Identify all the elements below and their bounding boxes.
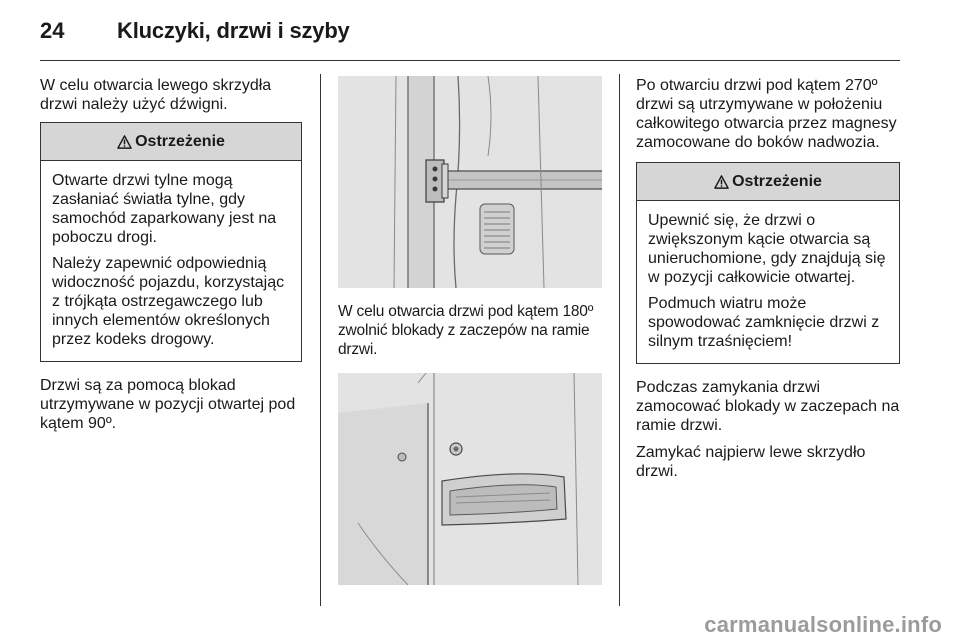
door-handle-illustration bbox=[338, 373, 602, 585]
intro-paragraph: W celu otwarcia lewego skrzydła drzwi należy użyć dźwigni. bbox=[40, 77, 272, 113]
figure-caption: W celu otwarcia drzwi pod kątem 180º zwolnić blokady z zaczepów na ramie drzwi. bbox=[338, 303, 594, 358]
column-right bbox=[636, 76, 900, 481]
column-divider-right bbox=[619, 74, 620, 606]
page-number: 24 bbox=[40, 18, 65, 43]
page-header bbox=[40, 14, 900, 61]
column-middle bbox=[338, 76, 602, 585]
warning-paragraph: Podmuch wiatru może spowodować zamknięcie drzwi z silnym trzaśnięciem! bbox=[648, 295, 880, 350]
warning-paragraph: Upewnić się, że drzwi o zwiększonym kącie otwarcia są unieruchomione, gdy znajdują się w pozycji całkowicie otwartej. bbox=[648, 212, 886, 286]
intro-paragraph: Po otwarciu drzwi pod kątem 270º drzwi są utrzymywane w położeniu całkowitego otwarcia przez magnesy zamocowane do boków nadwozia. bbox=[636, 77, 897, 151]
warning-header bbox=[41, 123, 301, 161]
column-divider-left bbox=[320, 74, 321, 606]
warning-header bbox=[637, 163, 899, 201]
warning-body bbox=[41, 161, 301, 361]
watermark: carmanualsonline.info bbox=[704, 612, 942, 637]
door-check-strap-illustration bbox=[338, 76, 602, 288]
warning-body bbox=[637, 201, 899, 363]
page-title: Kluczyki, drzwi i szyby bbox=[117, 18, 350, 43]
warning-triangle-icon bbox=[714, 175, 729, 189]
warning-triangle-icon bbox=[117, 135, 132, 149]
warning-paragraph: Należy zapewnić odpowiednią widoczność pojazdu, korzystając z trójkąta ostrzegawczego lub innych elementów określonych przez kodeks drogowy. bbox=[52, 255, 285, 348]
body-paragraph: Zamykać najpierw lewe skrzydło drzwi. bbox=[636, 444, 866, 480]
warning-box bbox=[40, 122, 302, 362]
warning-title: Ostrzeżenie bbox=[135, 132, 225, 150]
warning-paragraph: Otwarte drzwi tylne mogą zasłaniać światła tylne, gdy samochód zaparkowany jest na poboczu drogi. bbox=[52, 172, 277, 246]
body-paragraph: Podczas zamykania drzwi zamocować blokady w zaczepach na ramie drzwi. bbox=[636, 379, 900, 434]
warning-title: Ostrzeżenie bbox=[732, 172, 822, 190]
column-left bbox=[40, 76, 302, 433]
warning-box bbox=[636, 162, 900, 364]
body-paragraph: Drzwi są za pomocą blokad utrzymywane w pozycji otwartej pod kątem 90º. bbox=[40, 377, 296, 432]
